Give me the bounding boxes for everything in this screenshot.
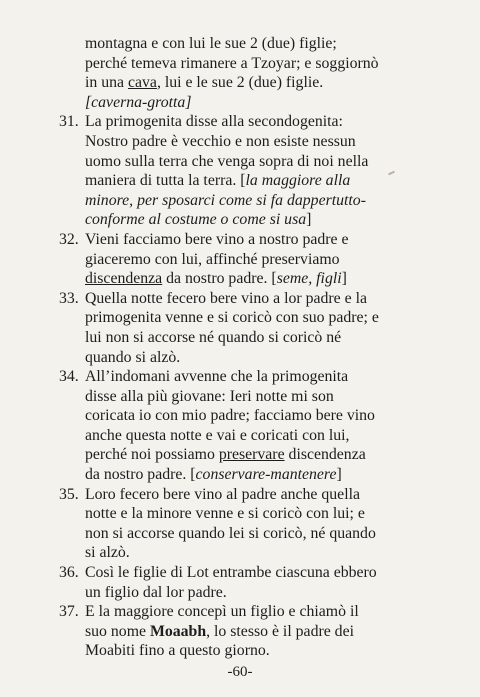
text-line: Quella notte fecero bere vino a lor padre e la bbox=[85, 289, 368, 307]
verse-36 bbox=[59, 563, 419, 602]
verse-31 bbox=[59, 112, 419, 230]
verse-35 bbox=[59, 485, 419, 563]
page-number: -60- bbox=[227, 664, 253, 680]
text-line: coricata io con mio padre; facciamo bere vino bbox=[85, 407, 375, 425]
text-line: montagna e con lui le sue 2 (due) figlie; bbox=[85, 35, 337, 52]
bracket-note: la maggiore alla bbox=[245, 172, 351, 190]
underlined-term: preservare bbox=[218, 446, 285, 464]
text-line: lui non si accorse né quando si coricò né bbox=[85, 328, 342, 346]
text-run: ] bbox=[306, 211, 312, 229]
verse-number: 31. bbox=[59, 113, 79, 131]
text-run: da nostro padre. [ bbox=[162, 270, 277, 288]
text-line: non si accorse quando lei si coricò, né quando bbox=[85, 524, 376, 542]
text-line: perché temeva rimanere a Tzoyar; e soggiornò bbox=[85, 54, 379, 72]
underlined-term: cava bbox=[128, 74, 157, 92]
verse-number: 34. bbox=[59, 368, 79, 386]
text-line: Moabiti fino a questo giorno. bbox=[85, 642, 270, 660]
text-line: un figlio dal lor padre. bbox=[85, 583, 227, 601]
verse-number: 36. bbox=[59, 564, 79, 582]
verse-34 bbox=[59, 367, 419, 485]
text-run: maniera di tutta la terra. [ bbox=[85, 172, 246, 190]
text-line: disse alla più giovane: Ieri notte mi son bbox=[85, 387, 334, 405]
verse-number: 32. bbox=[59, 230, 79, 248]
text-line bbox=[85, 269, 419, 289]
text-line: si alzò. bbox=[85, 544, 130, 562]
text-line bbox=[85, 73, 419, 93]
text-line bbox=[85, 171, 419, 191]
text-run: perché noi possiamo bbox=[85, 446, 219, 464]
bold-name: Moaabh bbox=[149, 622, 207, 640]
text-line bbox=[85, 445, 419, 465]
verse-number: 33. bbox=[59, 289, 79, 307]
verse-number: 35. bbox=[59, 485, 79, 503]
text-line: Loro fecero bere vino al padre anche quella bbox=[85, 485, 360, 503]
text-run: ] bbox=[336, 466, 342, 484]
text-line: notte e la minore venne e si coricò con lui; e bbox=[85, 505, 365, 523]
text-line: giaceremo con lui, affinché preserviamo bbox=[85, 250, 340, 268]
verse-text-block bbox=[59, 34, 419, 661]
verse-33 bbox=[59, 289, 419, 367]
text-run: in una bbox=[85, 74, 128, 92]
verse-number: 37. bbox=[59, 603, 79, 621]
bracket-note: [caverna-grotta] bbox=[85, 93, 192, 111]
bracket-note: conservare-mantenere bbox=[195, 466, 337, 484]
bracket-note: seme, figli bbox=[276, 270, 342, 288]
text-line: quando si alzò. bbox=[85, 348, 181, 366]
text-line bbox=[85, 622, 419, 642]
text-line: E la maggiore concepì un figlio e chiamò il bbox=[85, 603, 359, 621]
text-line: Nostro padre è vecchio e non esiste nessun bbox=[85, 132, 356, 150]
text-line: Vieni facciamo bere vino a nostro padre e bbox=[85, 230, 349, 248]
bracket-note: minore, per sposarci come si fa dappertutto- bbox=[85, 191, 366, 209]
text-line: anche questa notte e vai e coricati con lui, bbox=[85, 426, 350, 444]
text-line bbox=[85, 210, 419, 230]
text-run: da nostro padre. [ bbox=[85, 466, 196, 484]
text-line: uomo sulla terra che venga sopra di noi nella bbox=[85, 152, 369, 170]
text-line: All’indomani avvenne che la primogenita bbox=[85, 368, 349, 386]
text-line bbox=[85, 465, 419, 485]
text-run: suo nome bbox=[85, 622, 150, 640]
verse-30-continuation bbox=[59, 34, 419, 112]
text-run: , lui e le sue 2 (due) figlie. bbox=[156, 74, 324, 92]
verse-32 bbox=[59, 230, 419, 289]
text-run: ] bbox=[341, 270, 347, 288]
verse-37 bbox=[59, 602, 419, 661]
underlined-term: discendenza bbox=[85, 270, 163, 288]
text-run: , lo stesso è il padre dei bbox=[206, 622, 354, 640]
text-line: primogenita venne e si coricò con suo padre; e bbox=[85, 309, 379, 327]
text-line: Così le figlie di Lot entrambe ciascuna ebbero bbox=[85, 564, 377, 582]
bracket-note: conforme al costume o come si usa bbox=[85, 211, 307, 229]
text-run: discendenza bbox=[284, 446, 366, 464]
text-line: La primogenita disse alla secondogenita: bbox=[85, 113, 343, 131]
